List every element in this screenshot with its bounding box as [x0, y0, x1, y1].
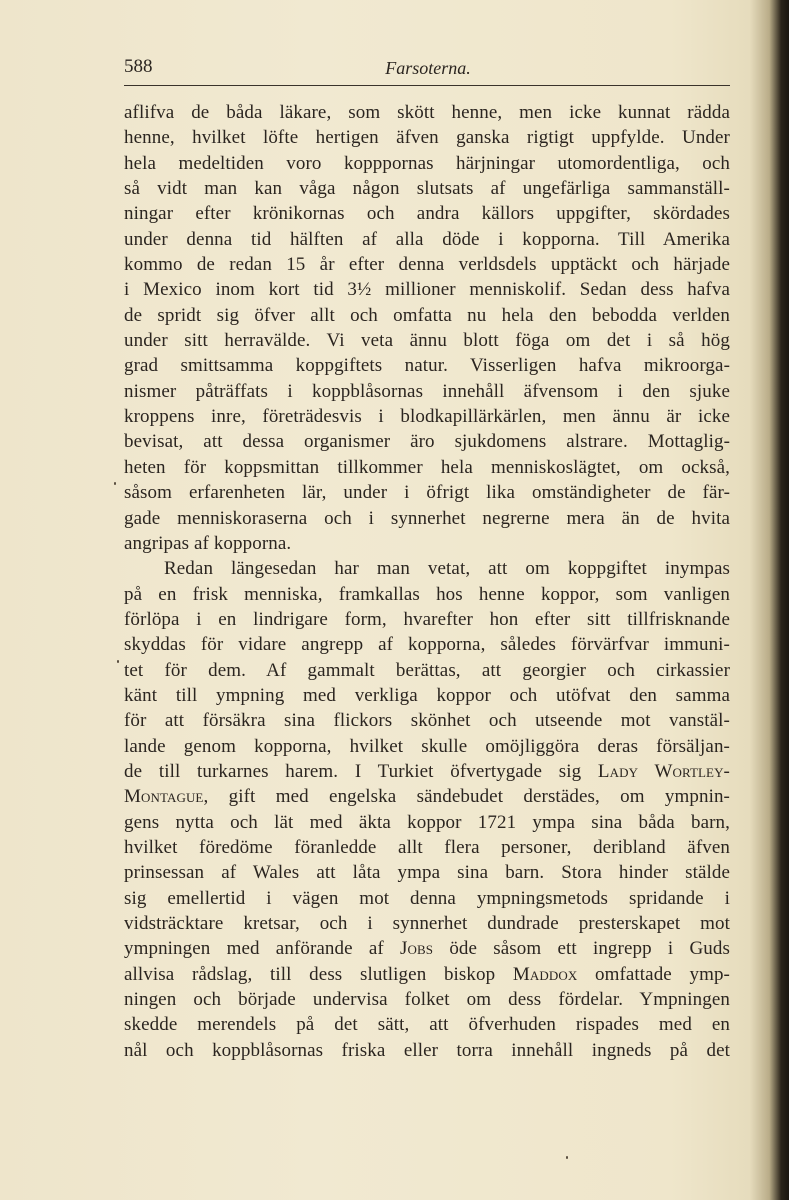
text-line: ningar efter krönikornas och andra källors uppgifter, skördades	[124, 203, 730, 225]
paper-speck	[566, 1156, 568, 1159]
text-line: kommo de redan 15 år efter denna verldsdels upptäckt och härjade	[124, 254, 730, 276]
text-line	[124, 962, 730, 987]
text-segment: de till turkarnes harem. I Turkiet öfvertygade sig	[124, 760, 598, 782]
text-line: ningen och började undervisa folket om dess fördelar. Ympningen	[124, 989, 730, 1011]
page-number: 588	[124, 56, 153, 77]
text-line: på en frisk menniska, framkallas hos henne koppor, som vanligen	[124, 583, 730, 605]
text-line: nismer påträffats i koppblåsornas innehåll äfvensom i den sjuke	[124, 380, 730, 402]
running-title: Farsoterna.	[385, 58, 471, 78]
paper-speck	[114, 482, 116, 485]
text-line: så vidt man kan våga någon slutsats af ungefärliga sammanställ-	[124, 178, 730, 200]
small-caps-name: Montague	[124, 786, 204, 808]
text-line: tet för dem. Af gammalt berättas, att georgier och cirkassier	[124, 659, 730, 681]
running-header	[124, 56, 732, 80]
text-line: under sitt herravälde. Vi veta ännu blott föga om det i så hög	[124, 330, 730, 352]
text-line: hvilket föredöme föranledde allt flera personer, deribland äfven	[124, 836, 730, 858]
text-segment: öde såsom ett ingrepp i Guds	[433, 938, 730, 960]
text-line: känt till ympning med verkliga koppor och utöfvat den samma	[124, 684, 730, 706]
small-caps-name: Maddox	[512, 963, 578, 985]
text-line: hela medeltiden voro kopppornas härjningar utomordentliga, och	[124, 152, 730, 174]
text-line: de spridt sig öfver allt och omfatta nu hela den bebodda verlden	[124, 304, 730, 326]
text-line: i Mexico inom kort tid 3½ millioner menniskolif. Sedan dess hafva	[124, 279, 730, 301]
text-line: gens nytta och lät med äkta koppor 1721 ympa sina båda barn,	[124, 811, 730, 833]
text-line: angripas af kopporna.	[124, 532, 292, 554]
text-line: sig emellertid i vägen mot denna ympningsmetods spridande i	[124, 887, 730, 909]
text-line: under denna tid hälften af alla döde i kopporna. Till Amerika	[124, 228, 730, 250]
text-line: skedde merendels på det sätt, att öfverhuden rispades med en	[124, 1014, 730, 1036]
text-line: förlöpa i en lindrigare form, hvarefter hon efter sitt tillfrisknande	[124, 608, 730, 630]
text-segment: omfattade ymp-	[577, 963, 730, 985]
text-line: skyddas för vidare angrepp af kopporna, således förvärfvar immuni-	[124, 634, 730, 656]
text-segment: allvisa rådslag, till dess slutligen biskop	[124, 963, 513, 985]
text-line	[124, 784, 730, 809]
text-line: såsom erfarenheten lär, under i öfrigt lika omständigheter de fär-	[124, 482, 730, 504]
text-line	[124, 759, 730, 784]
text-line: gade menniskoraserna och i synnerhet negrerne mera än de hvita	[124, 507, 730, 529]
header-rule	[124, 85, 730, 86]
text-line: grad smittsamma koppgiftets natur. Visserligen hafva mikroorga-	[124, 355, 730, 377]
text-line: för att försäkra sina flickors skönhet och utseende mot vanstäl-	[124, 710, 730, 732]
text-segment: ympningen med anförande af	[124, 938, 401, 960]
small-caps-name: Lady Wortley-	[597, 760, 730, 782]
text-line: aflifva de båda läkare, som skött henne, men icke kunnat rädda	[124, 102, 730, 123]
text-line: Redan längesedan har man vetat, att om koppgiftet inympas	[164, 558, 730, 580]
paper-speck	[117, 660, 119, 663]
small-caps-name: Jobs	[400, 938, 434, 960]
text-line: kroppens inre, företrädesvis i blodkapillärkärlen, men ännu är icke	[124, 406, 730, 428]
page-body-text	[124, 100, 730, 1063]
text-line: nål och koppblåsornas friska eller torra innehåll ingneds på det	[124, 1039, 730, 1061]
text-line: bevisat, att dessa organismer äro sjukdomens alstrare. Mottaglig-	[124, 431, 730, 453]
text-segment: , gift med engelska sändebudet derstädes, om ympnin-	[203, 786, 730, 808]
text-line: lande genom kopporna, hvilket skulle omöjliggöra deras försäljan-	[124, 735, 730, 757]
text-line: henne, hvilket löfte hertigen äfven ganska rigtigt uppfylde. Under	[124, 127, 730, 149]
text-line: vidsträcktare kretsar, och i synnerhet dundrade presterskapet mot	[124, 913, 730, 934]
text-line: heten för koppsmittan tillkommer hela menniskoslägtet, om också,	[124, 456, 730, 478]
text-line	[124, 936, 730, 961]
text-line: prinsessan af Wales att låta ympa sina barn. Stora hinder stälde	[124, 862, 730, 884]
